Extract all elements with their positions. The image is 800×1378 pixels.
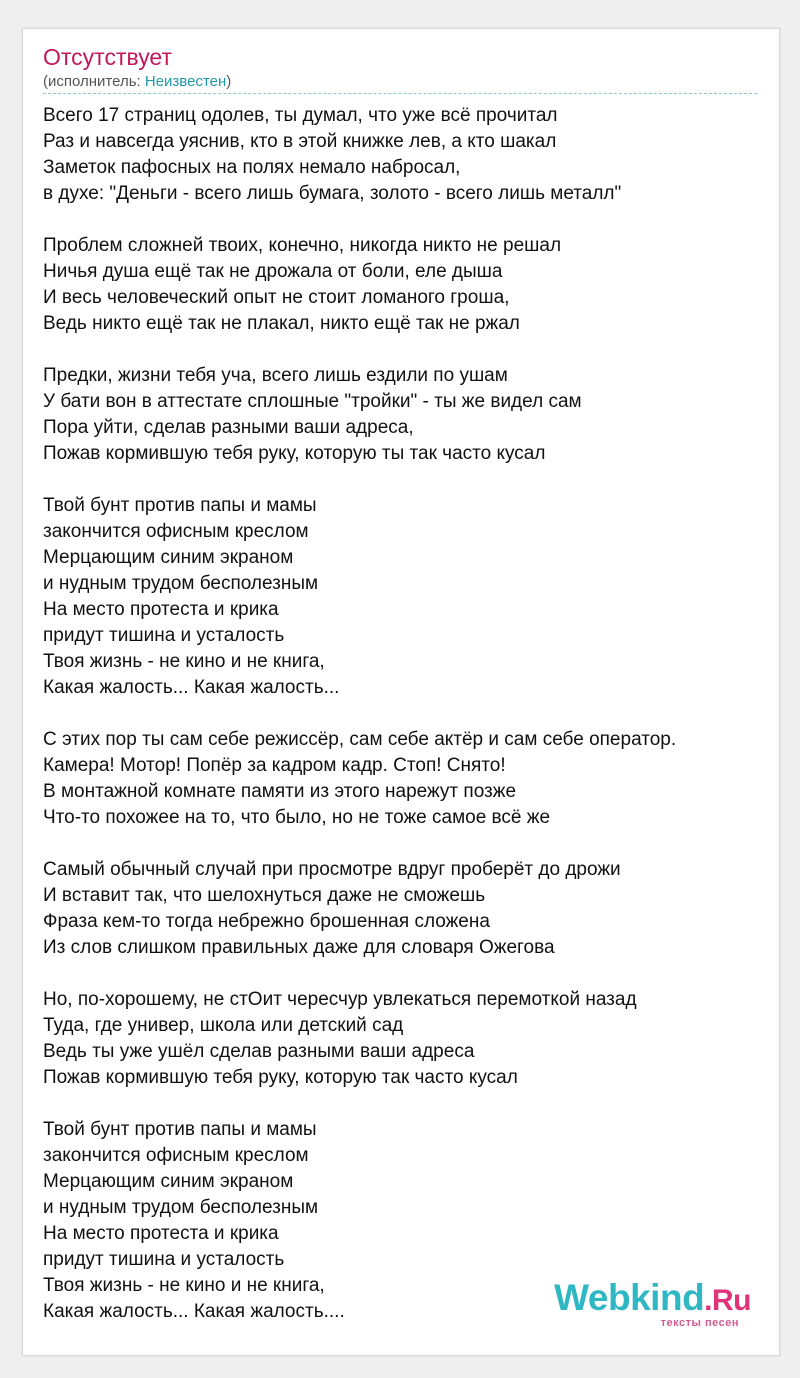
lyric-line: Но, по-хорошему, не стОит чересчур увлекаться перемоткой назад — [43, 989, 637, 1010]
lyric-line: придут тишина и усталость — [43, 1249, 285, 1270]
lyric-line: Пора уйти, сделав разными ваши адреса, — [43, 417, 414, 438]
lyric-line: Пожав кормившую тебя руку, которую ты так часто кусал — [43, 443, 546, 464]
lyric-line: Пожав кормившую тебя руку, которую так часто кусал — [43, 1067, 518, 1088]
lyrics-text — [43, 103, 763, 1351]
lyric-line: Из слов слишком правильных даже для словаря Ожегова — [43, 937, 555, 958]
artist-link[interactable]: Неизвестен — [144, 73, 227, 90]
lyric-line: закончится офисным креслом — [43, 521, 309, 542]
artist-suffix: ) — [226, 73, 232, 90]
lyric-line: Ничья душа ещё так не дрожала от боли, еле дыша — [43, 261, 503, 282]
stanza — [43, 233, 763, 337]
song-title: Отсутствует — [43, 44, 172, 70]
lyric-line: Что-то похожее на то, что было, но не тоже самое всё же — [43, 807, 551, 828]
lyric-line: придут тишина и усталость — [43, 625, 285, 646]
title-divider — [43, 93, 757, 94]
lyric-line: Фраза кем-то тогда небрежно брошенная сложена — [43, 911, 490, 932]
lyric-line: На место протеста и крика — [43, 599, 279, 620]
lyric-line: Заметок пафосных на полях немало набросал, — [43, 157, 461, 178]
stanza — [43, 103, 763, 207]
lyric-line: И весь человеческий опыт не стоит ломаного гроша, — [43, 287, 510, 308]
lyric-line: На место протеста и крика — [43, 1223, 279, 1244]
lyric-line: Ведь ты уже ушёл сделав разными ваши адреса — [43, 1041, 475, 1062]
lyric-line: Твой бунт против папы и мамы — [43, 495, 317, 516]
stanza — [43, 987, 763, 1091]
lyric-line: Ведь никто ещё так не плакал, никто ещё так не ржал — [43, 313, 520, 334]
logo-subtitle: тексты песен — [660, 1317, 739, 1329]
lyric-line: Самый обычный случай при просмотре вдруг проберёт до дрожи — [43, 859, 621, 880]
lyric-line: и нудным трудом бесполезным — [43, 1197, 319, 1218]
stanza — [43, 493, 763, 701]
lyric-line: Раз и навсегда уяснив, кто в этой книжке лев, а кто шакал — [43, 131, 557, 152]
lyric-line: закончится офисным креслом — [43, 1145, 309, 1166]
stanza — [43, 727, 763, 831]
lyrics-card — [22, 28, 780, 1356]
lyric-line: У бати вон в аттестате сплошные "тройки" - ты же видел сам — [43, 391, 582, 412]
lyric-line: и нудным трудом бесполезным — [43, 573, 319, 594]
lyric-line: Всего 17 страниц одолев, ты думал, что уже всё прочитал — [43, 105, 558, 126]
lyric-line: Какая жалость... Какая жалость... — [43, 677, 340, 698]
webkind-logo[interactable] — [554, 1277, 751, 1329]
logo-domain: .Ru — [704, 1284, 751, 1317]
logo-name: Webkind — [554, 1277, 705, 1318]
artist-prefix: (исполнитель: — [43, 73, 145, 90]
lyric-line: в духе: "Деньги - всего лишь бумага, золото - всего лишь металл" — [43, 183, 622, 204]
stanza — [43, 363, 763, 467]
stanza — [43, 857, 763, 961]
lyric-line: И вставит так, что шелохнуться даже не сможешь — [43, 885, 486, 906]
lyric-line: Твоя жизнь - не кино и не книга, — [43, 1275, 325, 1296]
lyric-line: Мерцающим синим экраном — [43, 1171, 294, 1192]
lyric-line: Какая жалость... Какая жалость.... — [43, 1301, 345, 1322]
lyric-line: Предки, жизни тебя уча, всего лишь ездили по ушам — [43, 365, 508, 386]
lyric-line: Твоя жизнь - не кино и не книга, — [43, 651, 325, 672]
logo-wordmark — [554, 1277, 751, 1319]
artist-line — [43, 73, 231, 91]
lyric-line: В монтажной комнате памяти из этого нарежут позже — [43, 781, 517, 802]
lyric-line: С этих пор ты сам себе режиссёр, сам себе актёр и сам себе оператор. — [43, 729, 677, 750]
lyric-line: Мерцающим синим экраном — [43, 547, 294, 568]
lyric-line: Твой бунт против папы и мамы — [43, 1119, 317, 1140]
lyric-line: Проблем сложней твоих, конечно, никогда никто не решал — [43, 235, 562, 256]
lyric-line: Камера! Мотор! Попёр за кадром кадр. Стоп! Снято! — [43, 755, 506, 776]
lyric-line: Туда, где универ, школа или детский сад — [43, 1015, 404, 1036]
